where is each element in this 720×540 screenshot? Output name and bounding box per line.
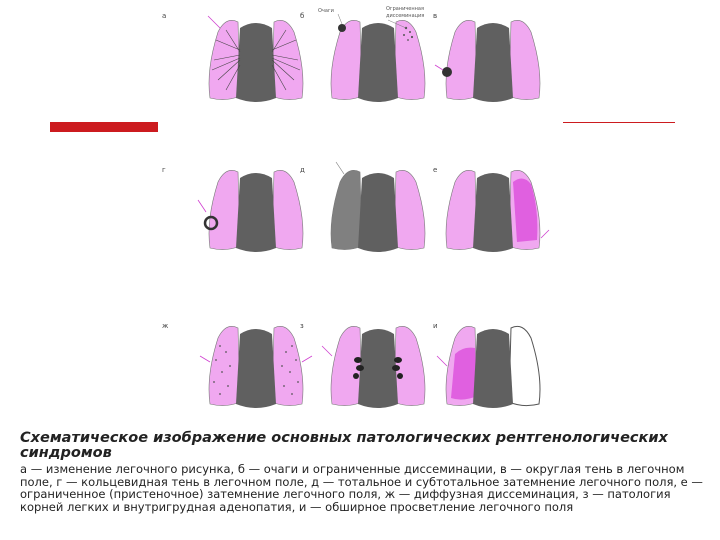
panel-b	[318, 10, 438, 140]
caption-text: а — изменение легочного рисунка, б — очаги и ограниченные диссеминации, в — округлая тень в легочном поле, г — кольцевидная тень в легочном поле, д — тотальное и субтотальное затемнение легочного поля, е — ограниченное (пристеночное) затемнение легочного поля, ж — диффузная диссеминация, з — патология корней легких и внутригрудная аденопатия, и — обширное просветление легочного поля	[20, 462, 703, 514]
panel-label-zh: ж	[162, 322, 169, 330]
panel-label-a: а	[162, 12, 167, 20]
callout-ochagi: Очаги	[318, 8, 334, 14]
chest-xray-syndromes-figure	[158, 0, 553, 425]
panel-label-z: з	[300, 322, 304, 330]
panel-label-v: в	[433, 12, 438, 20]
panel-d	[318, 160, 438, 290]
panel-label-e: е	[433, 166, 438, 174]
decorative-red-line	[563, 122, 675, 123]
figure-caption	[20, 431, 710, 513]
panel-label-i: и	[433, 322, 438, 330]
panel-v	[433, 10, 553, 140]
panel-e	[433, 160, 553, 290]
panel-label-g: г	[162, 166, 166, 174]
panel-z	[318, 316, 438, 446]
callout-disseminatsiya: диссеминация	[386, 13, 425, 19]
panel-label-d: д	[300, 166, 305, 174]
panel-a	[196, 10, 316, 140]
panel-g	[196, 160, 316, 290]
panel-i	[433, 316, 553, 446]
panel-zh	[196, 316, 316, 446]
caption-title: Схематическое изображение основных патологических рентгенологических синдромов	[20, 430, 668, 461]
callout-ogranichennaya: Ограниченная	[386, 6, 424, 12]
panel-label-b: б	[300, 12, 305, 20]
decorative-red-bar	[50, 122, 160, 132]
